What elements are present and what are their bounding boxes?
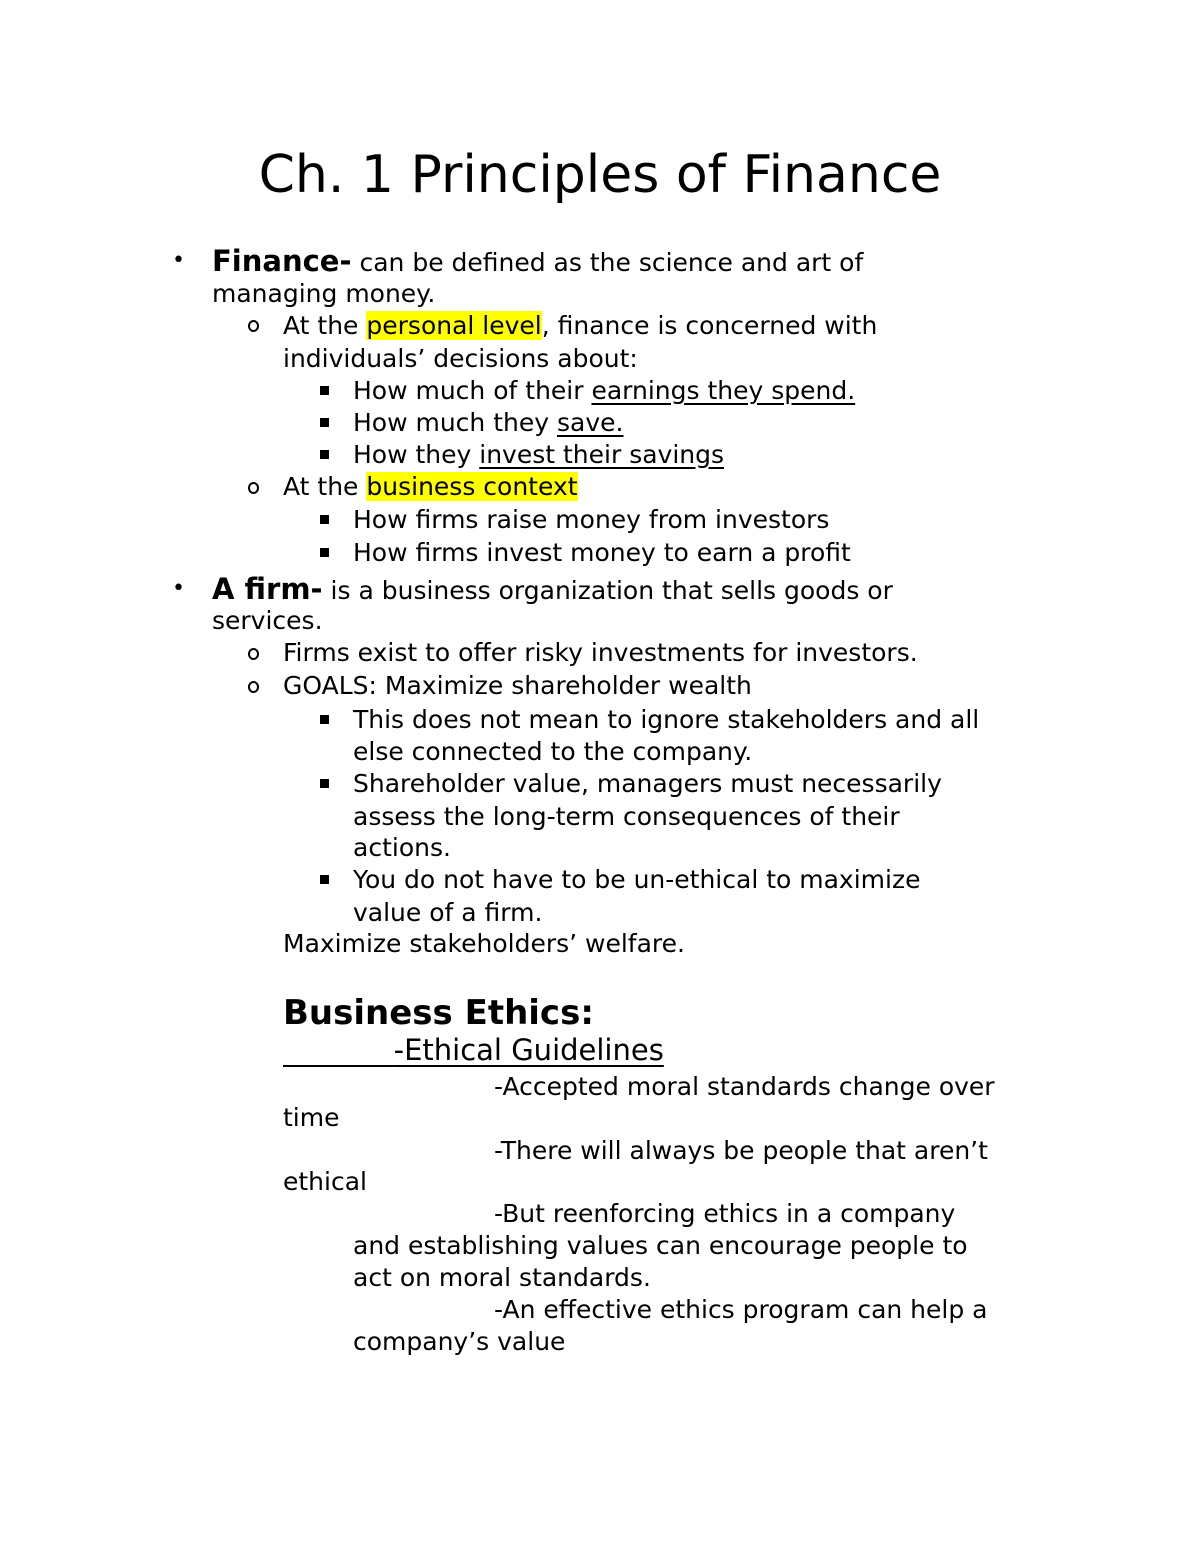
business-context-highlight: business context [366,472,578,501]
personal-item-2 [353,407,623,439]
square-bullet-icon [320,450,329,459]
firm-closing: Maximize stakeholders’ welfare. [283,929,685,958]
item-underlined: save. [557,408,624,437]
goal-item-2-line2: assess the long-term consequences of their [353,802,900,831]
ethics-heading: Business Ethics: [283,993,594,1033]
item-underlined: invest their savings [479,440,725,469]
ethics-p3-line2: and establishing values can encourage people to [353,1231,968,1260]
business-context-line [283,471,578,503]
personal-level-line2: individuals’ decisions about: [283,344,638,373]
firm-definition-text: is a business organization that sells goods or [322,576,893,605]
square-bullet-icon [320,548,329,557]
square-bullet-icon [320,875,329,884]
firm-definition-line1 [212,573,893,607]
personal-level-highlight: personal level [366,311,542,340]
goal-item-1-line1: This does not mean to ignore stakeholders and all [353,705,980,734]
ethics-subheading [283,1032,664,1068]
item-text: How much of their [353,376,592,405]
ethics-p3-line1: -But reenforcing ethics in a company [494,1199,956,1228]
ethics-p4-line1: -An effective ethics program can help a [494,1295,988,1324]
square-bullet-icon [320,386,329,395]
ethics-p4-line2: company’s value [353,1327,566,1356]
personal-level-line1 [283,310,877,342]
goal-item-1-line2: else connected to the company. [353,737,753,766]
subheading-underline [283,1033,664,1067]
bullet-dot: • [172,576,185,601]
personal-pre: At the [283,311,367,340]
business-item-2: How firms invest money to earn a profit [353,538,851,567]
circle-bullet-icon [248,681,259,693]
document-title: Ch. 1 Principles of Finance [258,145,942,205]
bullet-dot: • [172,248,185,273]
item-underlined: earnings they spend. [591,376,856,405]
finance-definition-line1 [212,245,863,279]
square-bullet-icon [320,715,329,724]
firm-term: A firm- [212,572,323,606]
ethics-p3-line3: act on moral standards. [353,1263,651,1292]
finance-definition-text: can be defined as the science and art of [351,248,864,277]
business-item-1: How firms raise money from investors [353,505,830,534]
circle-bullet-icon [248,648,259,660]
finance-term: Finance- [212,244,352,278]
firm-sub-2: GOALS: Maximize shareholder wealth [283,671,752,700]
finance-definition-line2: managing money. [212,279,436,308]
personal-post: , finance is concerned with [541,311,878,340]
business-pre: At the [283,472,367,501]
personal-item-1 [353,375,855,407]
goal-item-2-line1: Shareholder value, managers must necessarily [353,769,942,798]
ethics-p1-line2: time [283,1103,340,1132]
item-text: How they [353,440,480,469]
circle-bullet-icon [248,320,259,332]
square-bullet-icon [320,515,329,524]
square-bullet-icon [320,418,329,427]
subheading-text: -Ethical Guidelines [393,1033,664,1067]
square-bullet-icon [320,779,329,788]
firm-definition-line2: services. [212,606,323,635]
item-text: How much they [353,408,557,437]
personal-item-3 [353,439,724,471]
ethics-p1-line1: -Accepted moral standards change over [494,1072,995,1101]
goal-item-2-line3: actions. [353,833,451,862]
ethics-p2-line2: ethical [283,1167,367,1196]
firm-sub-1: Firms exist to offer risky investments for investors. [283,638,918,667]
ethics-p2-line1: -There will always be people that aren’t [494,1136,988,1165]
goal-item-3-line2: value of a firm. [353,898,543,927]
circle-bullet-icon [248,482,259,494]
goal-item-3-line1: You do not have to be un-ethical to maximize [353,865,921,894]
